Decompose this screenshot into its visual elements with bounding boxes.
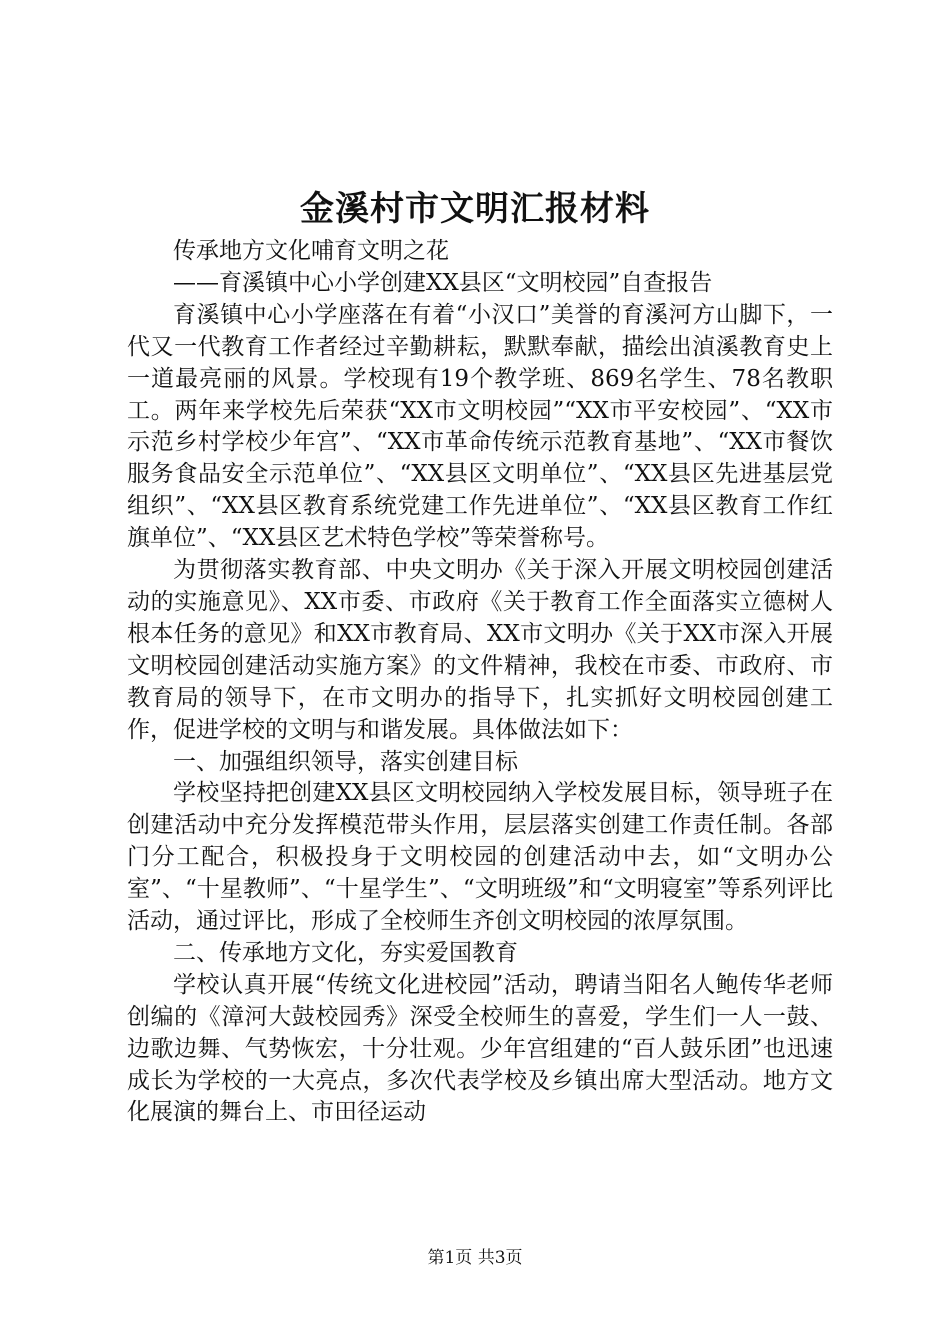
section-heading: 二、传承地方文化，夯实爱国教育 [173, 939, 518, 966]
document-title: 金溪村市文明汇报材料 [300, 189, 650, 229]
body-paragraph: 学校认真开展“传统文化进校园”活动，聘请当阳名人鲍传华老师创编的《漳河大鼓校园秀》深受全校师生的喜爱，学生们一人一鼓、边歌边舞、气势恢宏，十分壮观。少年宫组建的“百人鼓乐团”也迅速成长为学校的一大亮点，多次代表学校及乡镇出席大型活动。地方文化展演的舞台上、市田径运动 [127, 971, 833, 1126]
page-number: 第1页 共3页 [427, 1248, 523, 1268]
document-body [127, 236, 833, 1129]
body-paragraph: 学校坚持把创建XX县区文明校园纳入学校发展目标，领导班子在创建活动中充分发挥模范带头作用，层层落实创建工作责任制。各部门分工配合，积极投身于文明校园的创建活动中去，如“文明办公室”、“十星教师”、“十星学生”、“文明班级”和“文明寝室”等系列评比活动，通过评比，形成了全校师生齐创文明校园的浓厚氛围。 [127, 780, 833, 935]
body-paragraph: 为贯彻落实教育部、中央文明办《关于深入开展文明校园创建活动的实施意见》、XX市委、市政府《关于教育工作全面落实立德树人根本任务的意见》和XX市教育局、XX市文明办《关于XX市深入开展文明校园创建活动实施方案》的文件精神，我校在市委、市政府、市教育局的领导下，在市文明办的指导下，扎实抓好文明校园创建工作，促进学校的文明与和谐发展。具体做法如下： [127, 557, 833, 743]
subtitle-line: 传承地方文化哺育文明之花 [173, 238, 449, 264]
body-paragraph: 育溪镇中心小学座落在有着“小汉口”美誉的育溪河方山脚下，一代又一代教育工作者经过辛勤耕耘，默默奉献，描绘出湞溪教育史上一道最亮丽的风景。学校现有19个教学班、869名学生、78名教职工。两年来学校先后荣获“XX市文明校园”“XX市平安校园”、“XX市示范乡村学校少年宫”、“XX市革命传统示范教育基地”、“XX市餐饮服务食品安全示范单位”、“XX县区文明单位”、“XX县区先进基层党组织”、“XX县区教育系统党建工作先进单位”、“XX县区教育工作红旗单位”、“XX县区艺术特色学校”等荣誉称号。 [127, 301, 833, 552]
section-heading: 一、加强组织领导，落实创建目标 [173, 748, 518, 775]
subtitle-report-line: ——育溪镇中心小学创建XX县区“文明校园”自查报告 [173, 269, 713, 296]
